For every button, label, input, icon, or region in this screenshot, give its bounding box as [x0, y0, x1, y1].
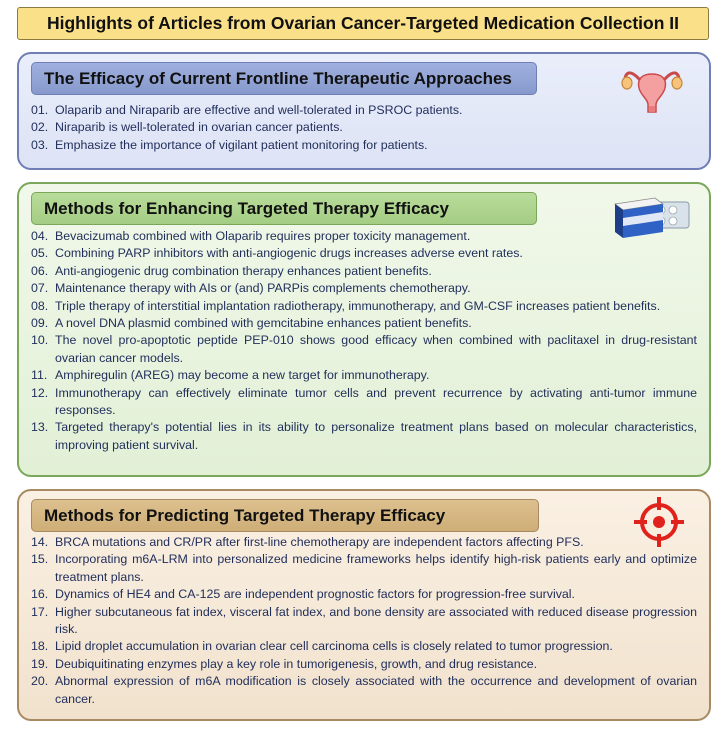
list-item: 10. The novel pro-apoptotic peptide PEP-010 shows good efficacy when combined with paclitaxel in drug-resistant ovarian cancer models.	[31, 333, 697, 365]
list-item: 06. Anti-angiogenic drug combination therapy enhances patient benefits.	[31, 263, 432, 278]
section-frontline-approaches	[17, 52, 711, 170]
list-item: 02. Niraparib is well-tolerated in ovarian cancer patients.	[31, 120, 343, 135]
list-item: 12. Immunotherapy can effectively eliminate tumor cells and prevent recurrence by activating anti-tumor immune responses.	[31, 385, 697, 418]
highlight-list	[31, 102, 697, 154]
page-title: Highlights of Articles from Ovarian Cancer-Targeted Medication Collection II	[17, 7, 709, 40]
list-item: 13. Targeted therapy's potential lies in its ability to personalize treatment plans based on molecular characteristics, improving patient survival.	[31, 420, 697, 452]
list-item: 08. Triple therapy of interstitial implantation radiotherapy, immunotherapy, and GM-CSF increases patient benefits.	[31, 298, 661, 313]
section-heading: Methods for Predicting Targeted Therapy Efficacy	[31, 499, 539, 532]
list-item: 16. Dynamics of HE4 and CA-125 are independent prognostic factors for progression-free survival.	[31, 587, 575, 602]
list-item: 04. Bevacizumab combined with Olaparib requires proper toxicity management.	[31, 229, 471, 243]
list-item: 15. Incorporating m6A-LRM into personalized medicine frameworks helps identify high-risk patients early and optimize treatment plans.	[31, 552, 697, 584]
list-item: 03. Emphasize the importance of vigilant patient monitoring for patients.	[31, 137, 428, 152]
list-item: 18. Lipid droplet accumulation in ovarian clear cell carcinoma cells is closely related to tumor progression.	[31, 639, 613, 654]
list-item: 09. A novel DNA plasmid combined with gemcitabine enhances patient benefits.	[31, 316, 472, 331]
list-item: 11. Amphiregulin (AREG) may become a new target for immunotherapy.	[31, 368, 430, 383]
section-predicting-efficacy	[17, 489, 711, 721]
section-enhancing-efficacy	[17, 182, 711, 477]
list-item: 01. Olaparib and Niraparib are effective and well-tolerated in PSROC patients.	[31, 103, 463, 117]
list-item: 14. BRCA mutations and CR/PR after first-line chemotherapy are independent factors affecting PFS.	[31, 535, 584, 549]
list-item: 20. Abnormal expression of m6A modification is closely associated with the occurrence and development of ovarian cancer.	[31, 674, 697, 706]
section-heading: Methods for Enhancing Targeted Therapy Efficacy	[31, 192, 537, 225]
highlight-list	[31, 534, 697, 708]
section-heading: The Efficacy of Current Frontline Therapeutic Approaches	[31, 62, 537, 95]
highlight-list	[31, 228, 697, 454]
list-item: 05. Combining PARP inhibitors with anti-angiogenic drugs increases adverse event rates.	[31, 246, 523, 261]
list-item: 19. Deubiquitinating enzymes play a key role in tumorigenesis, growth, and drug resistance.	[31, 656, 538, 671]
list-item: 17. Higher subcutaneous fat index, visceral fat index, and bone density are associated with reduced disease progression risk.	[31, 604, 697, 637]
list-item: 07. Maintenance therapy with AIs or (and) PARPis complements chemotherapy.	[31, 281, 471, 296]
